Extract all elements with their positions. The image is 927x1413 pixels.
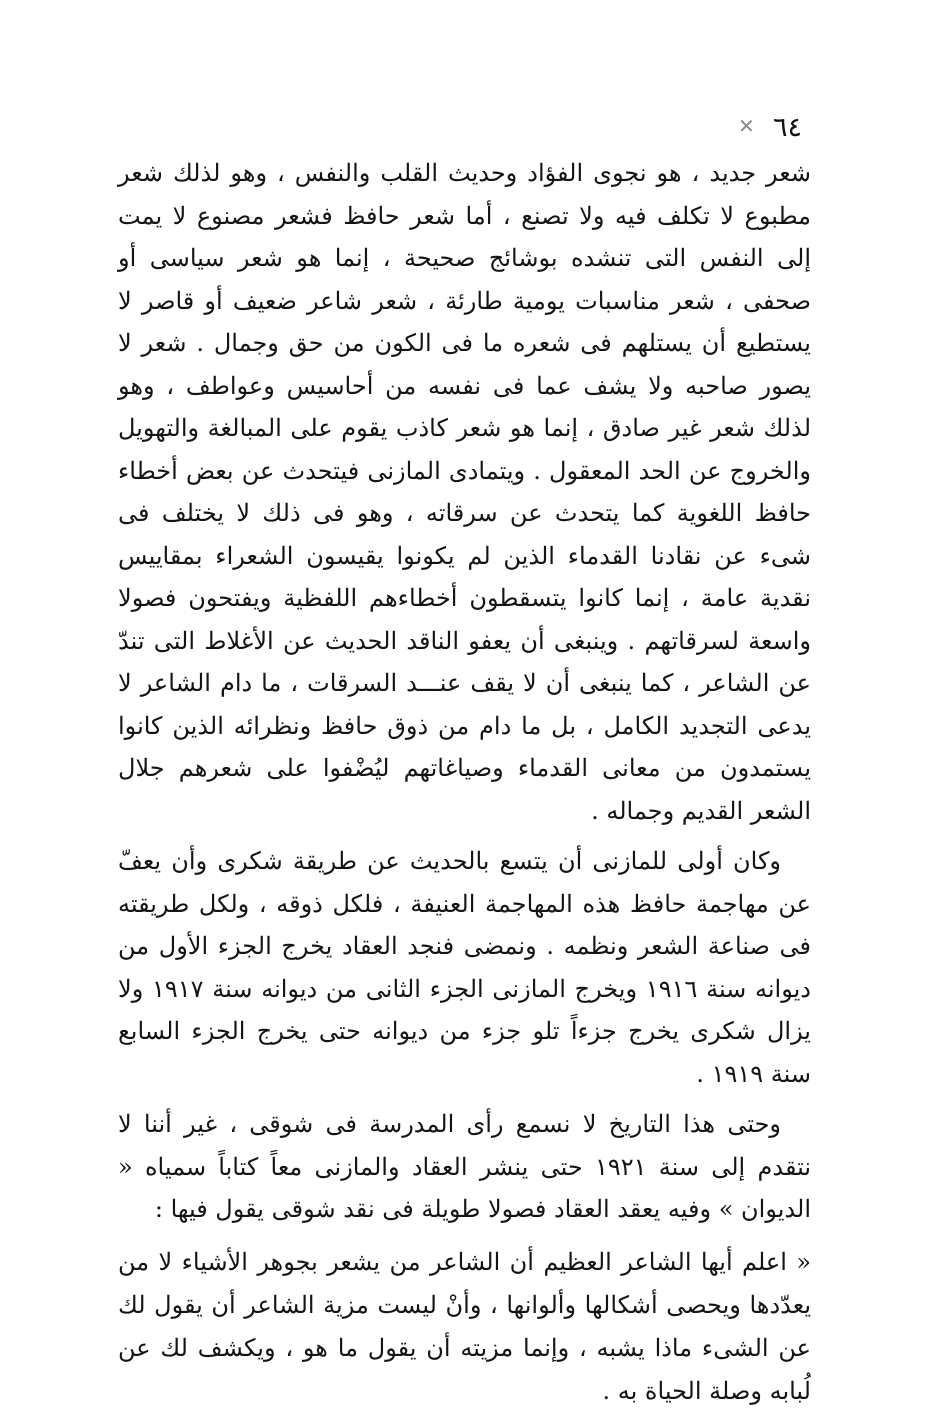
paragraph-3: وحتى هذا التاريخ لا نسمع رأى المدرسة فى شوقى ، غير أننا لا نتقدم إلى سنة ١٩٢١ حتى ينشر العقاد والمازنى معاً كتاباً سمياه « الديوان » وفيه يعقد العقاد فصولا طويلة فى نقد شوقى يقول فيها : — [118, 1110, 812, 1223]
body-text — [118, 152, 811, 1413]
paragraph-2: وكان أولى للمازنى أن يتسع بالحديث عن طريقة شكرى وأن يعفّ عن مهاجمة حافظ هذه المهاجمة العنيفة ، فلكل ذوقه ، ولكل طريقته فى صناعة الشعر ونظمه . ونمضى فنجد العقاد يخرج الجزء الأول من ديوانه سنة ١٩١٦ ويخرج المازنى الجزء الثانى من ديوانه سنة ١٩١٧ ولا يزال شكرى يخرج جزءاً تلو جزء من ديوانه حتى يخرج الجزء السابع سنة ١٩١٩ . — [118, 847, 811, 1088]
page-number: ٦٤ — [772, 112, 802, 143]
quotation: « اعلم أيها الشاعر العظيم أن الشاعر من يشعر بجوهر الأشياء لا من يعدّدها ويحصى أشكالها وألوانها ، وأنْ ليست مزية الشاعر أن يقول لك عن الشىء ماذا يشبه ، وإنما مزيته أن يقول ما هو ، ويكشف لك عن لُبابه وصلة الحياة به . — [118, 1247, 811, 1405]
paragraph-1: شعر جديد ، هو نجوى الفؤاد وحديث القلب والنفس ، وهو لذلك شعر مطبوع لا تكلف فيه ولا تصنع ، أما شعر حافظ فشعر مصنوع لا يمت إلى النفس التى تنشده بوشائج صحيحة ، إنما هو شعر سياسى أو صحفى ، شعر مناسبات يومية طارئة ، شعر شاعر ضعيف أو قاصر لا يستطيع أن يستلهم فى شعره ما فى الكون من حق وجمال . شعر لا يصور صاحبه ولا يشف عما فى نفسه من أحاسيس وعواطف ، وهو لذلك شعر غير صادق ، إنما هو شعر كاذب يقوم على المبالغة والتهويل والخروج عن الحد المعقول . ويتمادى المازنى فيتحدث عن بعض أخطاء حافظ اللغوية كما يتحدث عن سرقاته ، وهو فى ذلك لا يختلف فى شىء عن نقادنا القدماء الذين لم يكونوا يقيسون الشعراء بمقاييس نقدية عامة ، إنما كانوا يتسقطون أخطاءهم اللفظية ويفتحون فصولا واسعة لسرقاتهم . وينبغى أن يعفو الناقد الحديث عن الأغلاط التى تندّ عن الشاعر ، كما ينبغى أن لا يقف عنـــد السرقات ، ما دام الشاعر لا يدعى التجديد الكامل ، بل ما دام من ذوق حافظ ونظرائه الذين كانوا يستمدون من معانى القدماء وصياغاتهم ليُضْفوا على شعرهم جلال الشعر القديم وجماله . — [118, 159, 812, 825]
corner-mark: ✕ — [738, 114, 755, 138]
